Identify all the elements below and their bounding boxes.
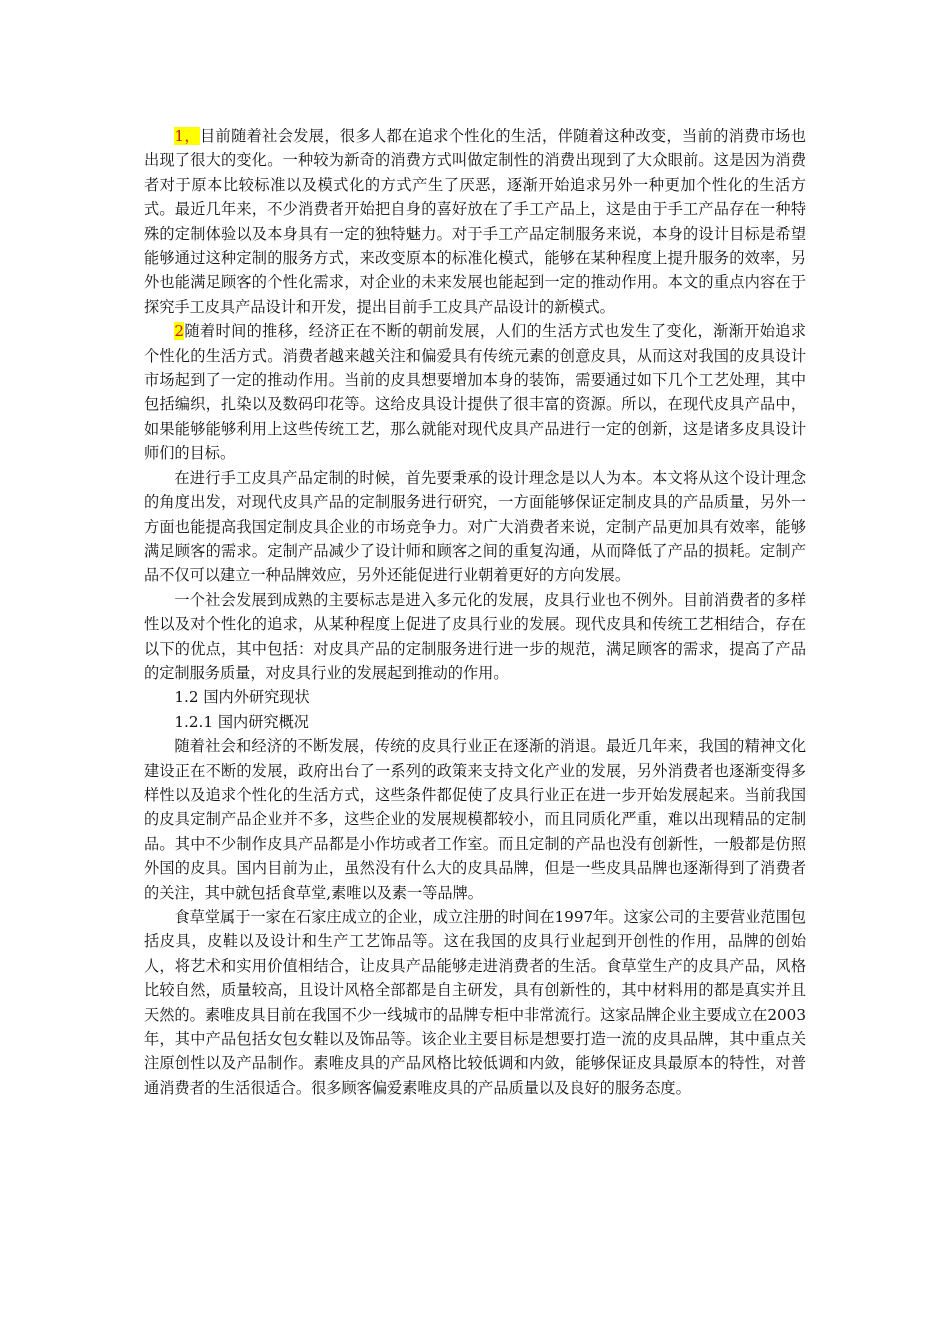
section-heading-1-2-1: 1.2.1 国内研究概况 [174,712,309,731]
paragraph-4: 一个社会发展到成熟的主要标志是进入多元化的发展，皮具行业也不例外。目前消费者的多样性以及对个性化的追求，从某种程度上促进了皮具行业的发展。现代皮具和传统工艺相结合，存在以下的优点，其中包括：对皮具产品的定制服务进行进一步的规范，满足顾客的需求，提高了产品的定制服务质量，对皮具行业的发展起到推动的作用。 [144,590,806,682]
paragraph-2 [144,319,806,465]
document-page [144,124,806,1100]
section-heading-1-2: 1.2 国内外研究现状 [174,688,310,707]
paragraph-marker-1: 1， [174,127,200,145]
paragraph-5: 随着社会和经济的不断发展，传统的皮具行业正在逐渐的消退。最近几年来，我国的精神文化建设正在不断的发展，政府出台了一系列的政策来支持文化产业的发展，另外消费者也逐渐变得多样性以及追求个性化的生活方式，这些条件都促使了皮具行业正在进一步开始发展起来。当前我国的皮具定制产品企业并不多，这些企业的发展规模都较小，而且同质化严重，难以出现精品的定制品。其中不少制作皮具产品都是小作坊或者工作室。而且定制的产品也没有创新性，一般都是仿照外国的皮具。国内目前为止，虽然没有什么大的皮具品牌，但是一些皮具品牌也逐渐得到了消费者的关注，其中就包括食草堂,素唯以及素一等品牌。 [144,737,806,902]
paragraph-text-1: 目前随着社会发展，很多人都在追求个性化的生活，伴随着这种改变，当前的消费市场也出现了很大的变化。一种较为新奇的消费方式叫做定制性的消费出现到了大众眼前。这是因为消费者对于原本比较标准以及模式化的方式产生了厌恶，逐渐开始追求另外一种更加个性化的生活方式。最近几年来，不少消费者开始把自身的喜好放在了手工产品上，这是由于手工产品存在一种特殊的定制体验以及本身具有一定的独特魅力。对于手工产品定制服务来说，本身的设计目标是希望能够通过这种定制的服务方式，来改变原本的标准化模式，能够在某种程度上提升服务的效率，另外也能满足顾客的个性化需求，对企业的未来发展也能起到一定的推动作用。本文的重点内容在于探究手工皮具产品设计和开发，提出目前手工皮具产品设计的新模式。 [144,127,806,316]
paragraph-1 [144,124,806,319]
paragraph-text-2: 随着时间的推移，经济正在不断的朝前发展，人们的生活方式也发生了变化，渐渐开始追求个性化的生活方式。消费者越来越关注和偏爱具有传统元素的创意皮具，从而这对我国的皮具设计市场起到了一定的推动作用。当前的皮具想要增加本身的装饰，需要通过如下几个工艺处理，其中包括编织，扎染以及数码印花等。这给皮具设计提供了很丰富的资源。所以，在现代皮具产品中，如果能够能够利用上这些传统工艺，那么就能对现代皮具产品进行一定的创新，这是诸多皮具设计师们的目标。 [144,322,806,463]
paragraph-marker-2: 2 [174,322,185,341]
paragraph-3: 在进行手工皮具产品定制的时候，首先要秉承的设计理念是以人为本。本文将从这个设计理念的角度出发，对现代皮具产品的定制服务进行研究，一方面能够保证定制皮具的产品质量，另外一方面也能提高我国定制皮具企业的市场竞争力。对广大消费者来说，定制产品更加具有效率，能够满足顾客的需求。定制产品减少了设计师和顾客之间的重复沟通，从而降低了产品的损耗。定制产品不仅可以建立一种品牌效应，另外还能促进行业朝着更好的方向发展。 [144,468,806,585]
paragraph-6: 食草堂属于一家在石家庄成立的企业，成立注册的时间在1997年。这家公司的主要营业范围包括皮具，皮鞋以及设计和生产工艺饰品等。这在我国的皮具行业起到开创性的作用，品牌的创始人，将艺术和实用价值相结合，让皮具产品能够走进消费者的生活。食草堂生产的皮具产品，风格比较自然，质量较高，且设计风格全部都是自主研发，具有创新性的，其中材料用的都是真实并且天然的。素唯皮具目前在我国不少一线城市的品牌专柜中非常流行。这家品牌企业主要成立在2003年，其中产品包括女包女鞋以及饰品等。该企业主要目标是想要打造一流的皮具品牌，其中重点关注原创性以及产品制作。素唯皮具的产品风格比较低调和内敛，能够保证皮具最原本的特性，对普通消费者的生活很适合。很多顾客偏爱素唯皮具的产品质量以及良好的服务态度。 [144,908,806,1097]
